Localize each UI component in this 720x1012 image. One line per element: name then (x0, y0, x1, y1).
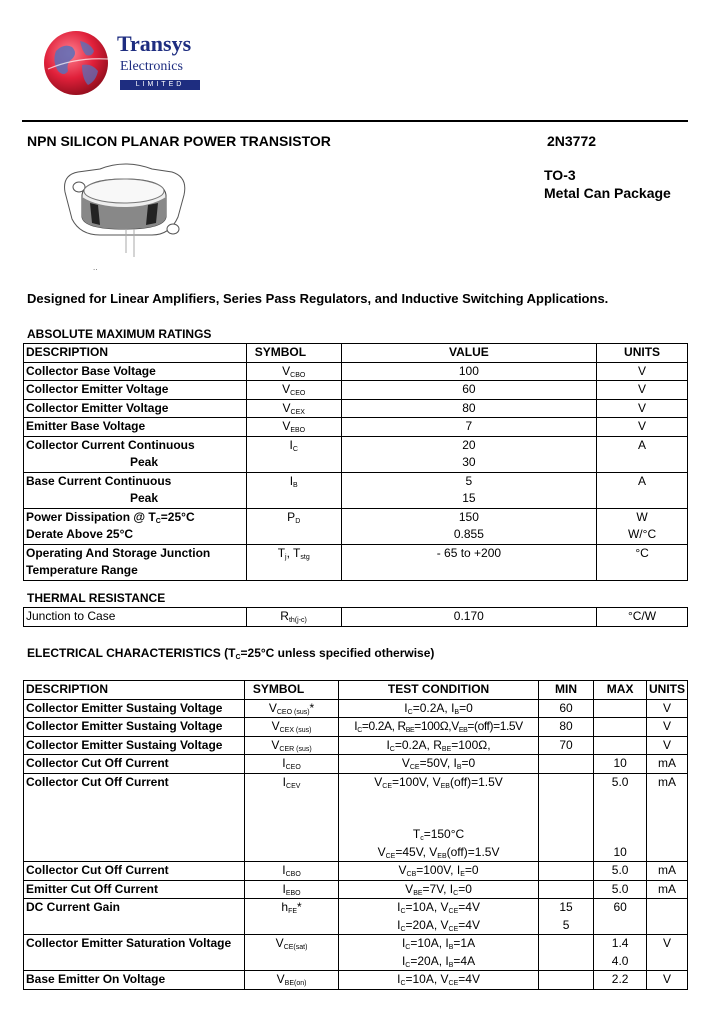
table-row (24, 381, 688, 400)
table-row (24, 399, 688, 418)
desc-cell: Collector Emitter Sustaing Voltage (24, 736, 245, 755)
svg-text:..: .. (93, 263, 98, 272)
condition-cell: $V_{CE}=100V$, $V_{EB}(off)=1.5V$ $T_c=150^\circ C$ $V_{CE}=45V$, $V_{EB}(off)=1.5V$ (339, 773, 539, 862)
unit-cell: V (646, 699, 687, 718)
symbol-cell: $I_{CEV}$ (244, 773, 338, 862)
table-row (24, 362, 688, 381)
page-title: NPN SILICON PLANAR POWER TRANSISTOR (27, 133, 331, 149)
company-sub: Electronics (120, 59, 183, 74)
value-cell: - 65 to +200 (341, 544, 596, 580)
min-cell: 70 (538, 736, 594, 755)
col-header: UNITS (646, 681, 687, 700)
condition-cell: $V_{CB}=100V$, $I_E=0$ (339, 862, 539, 881)
symbol-cell: $I_{CBO}$ (244, 862, 338, 881)
abs-max-heading: ABSOLUTE MAXIMUM RATINGS (27, 327, 212, 341)
table-header-row (24, 344, 688, 363)
unit-cell: mA (646, 773, 687, 862)
desc-cell: DC Current Gain (24, 899, 245, 935)
table-row (24, 935, 688, 971)
table-row (24, 736, 688, 755)
table-row (24, 773, 688, 862)
table-row (24, 472, 688, 508)
max-cell: 10 (594, 755, 647, 774)
symbol-cell: $I_{EBO}$ (244, 880, 338, 899)
company-name: Transys (117, 31, 192, 56)
min-cell: 15 5 (538, 899, 594, 935)
unit-cell: mA (646, 755, 687, 774)
value-cell: 150 0.855 (341, 508, 596, 544)
company-logo (42, 29, 212, 99)
unit-cell: °C/W (597, 608, 688, 627)
min-cell (538, 935, 594, 971)
package-desc: Metal Can Package (544, 185, 671, 201)
min-cell: 60 (538, 699, 594, 718)
unit-cell: V (597, 418, 688, 437)
value-cell: 60 (341, 381, 596, 400)
desc-cell: Emitter Base Voltage (24, 418, 247, 437)
desc-cell: Base Emitter On Voltage (24, 971, 245, 990)
symbol-cell: $R_{th(j-c)}$ (246, 608, 341, 627)
header-rule (22, 120, 688, 122)
value-cell: 20 30 (341, 436, 596, 472)
symbol-cell: $V_{BE(on)}$ (244, 971, 338, 990)
table-row (24, 899, 688, 935)
desc-cell: Collector Emitter Voltage (24, 381, 247, 400)
value-cell: 7 (341, 418, 596, 437)
max-cell: 5.0 (594, 862, 647, 881)
desc-cell: Collector Current Continuous Peak (24, 436, 247, 472)
table-row (24, 971, 688, 990)
thermal-heading: THERMAL RESISTANCE (27, 591, 166, 605)
value-cell: 0.170 (341, 608, 597, 627)
symbol-cell: $V_{CE(sat)}$ (244, 935, 338, 971)
symbol-cell: $h_{FE}*$ (244, 899, 338, 935)
max-cell: 2.2 (594, 971, 647, 990)
to3-package-illustration (60, 157, 190, 272)
abs-max-table (23, 343, 688, 581)
max-cell (594, 699, 647, 718)
condition-cell: $I_C=0.2A$, $R_{BE}=100\Omega,V_{EB}=(off)=1.5V$ (339, 718, 539, 737)
table-row (24, 544, 688, 580)
col-header: SYMBOL (246, 344, 341, 363)
max-cell: 1.4 4.0 (594, 935, 647, 971)
value-cell: 80 (341, 399, 596, 418)
desc-cell: Collector Cut Off Current (24, 773, 245, 862)
min-cell (538, 880, 594, 899)
desc-cell: Collector Emitter Sustaing Voltage (24, 699, 245, 718)
min-cell (538, 971, 594, 990)
desc-cell: Operating And Storage Junction Temperature Range (24, 544, 247, 580)
unit-cell (646, 899, 687, 935)
max-cell: 5.0 (594, 880, 647, 899)
unit-cell: V (646, 935, 687, 971)
col-header: UNITS (597, 344, 688, 363)
table-row (24, 880, 688, 899)
symbol-cell: $V_{CER (sus)}$ (244, 736, 338, 755)
unit-cell: V (646, 736, 687, 755)
max-cell: 60 (594, 899, 647, 935)
unit-cell: V (597, 362, 688, 381)
table-row (24, 718, 688, 737)
max-cell (594, 718, 647, 737)
symbol-cell: $V_{EBO}$ (246, 418, 341, 437)
unit-cell: V (597, 399, 688, 418)
unit-cell: mA (646, 880, 687, 899)
desc-cell: Collector Cut Off Current (24, 755, 245, 774)
table-header-row (24, 681, 688, 700)
symbol-cell: $I_B$ (246, 472, 341, 508)
part-number: 2N3772 (547, 133, 597, 149)
company-tag: LIMITED (120, 80, 200, 90)
elec-table (23, 680, 688, 990)
col-header: DESCRIPTION (24, 344, 247, 363)
desc-cell: Emitter Cut Off Current (24, 880, 245, 899)
application-description: Designed for Linear Amplifiers, Series Pass Regulators, and Inductive Switching Applications. (27, 291, 609, 306)
condition-cell: $V_{CE}=50V$, $I_B=0$ (339, 755, 539, 774)
unit-cell: A (597, 436, 688, 472)
symbol-cell: $V_{CEX}$ (246, 399, 341, 418)
table-row (24, 418, 688, 437)
desc-cell: Junction to Case (24, 608, 247, 627)
elec-heading: ELECTRICAL CHARACTERISTICS ($T_C=25^\circ C$ unless specified otherwise) (27, 646, 435, 661)
package-type: TO-3 (544, 167, 576, 183)
unit-cell: V (646, 718, 687, 737)
desc-cell: Collector Base Voltage (24, 362, 247, 381)
desc-cell: Collector Emitter Sustaing Voltage (24, 718, 245, 737)
table-row (24, 508, 688, 544)
desc-cell: Base Current Continuous Peak (24, 472, 247, 508)
symbol-cell: $T_j$, $T_{stg}$ (246, 544, 341, 580)
table-row (24, 699, 688, 718)
thermal-table (23, 607, 688, 627)
symbol-cell: $V_{CEO (sus)}*$ (244, 699, 338, 718)
col-header: DESCRIPTION (24, 681, 245, 700)
unit-cell: V (646, 971, 687, 990)
min-cell: 80 (538, 718, 594, 737)
unit-cell: mA (646, 862, 687, 881)
col-header: MIN (538, 681, 594, 700)
min-cell (538, 755, 594, 774)
max-cell (594, 736, 647, 755)
symbol-cell: $P_D$ (246, 508, 341, 544)
col-header: VALUE (341, 344, 596, 363)
desc-cell: Collector Emitter Voltage (24, 399, 247, 418)
col-header: SYMBOL (244, 681, 338, 700)
symbol-cell: $V_{CEO}$ (246, 381, 341, 400)
value-cell: 5 15 (341, 472, 596, 508)
table-row (24, 755, 688, 774)
col-header: TEST CONDITION (339, 681, 539, 700)
unit-cell: V (597, 381, 688, 400)
condition-cell: $I_C=10A$, $V_{CE}=4V$ (339, 971, 539, 990)
globe-logo-icon (42, 29, 110, 97)
symbol-cell: $I_C$ (246, 436, 341, 472)
unit-cell: A (597, 472, 688, 508)
condition-cell: $I_C=10A$, $I_B=1A$ $I_C=20A$, $I_B=4A$ (339, 935, 539, 971)
desc-cell: Power Dissipation @ $T_C=25^\circ C$ Derate Above 25°C (24, 508, 247, 544)
table-row (24, 862, 688, 881)
table-row (24, 436, 688, 472)
symbol-cell: $V_{CBO}$ (246, 362, 341, 381)
table-row (24, 608, 688, 627)
value-cell: 100 (341, 362, 596, 381)
desc-cell: Collector Emitter Saturation Voltage (24, 935, 245, 971)
min-cell (538, 773, 594, 862)
condition-cell: $I_C=10A$, $V_{CE}=4V$ $I_C=20A$, $V_{CE}=4V$ (339, 899, 539, 935)
max-cell: 5.0 10 (594, 773, 647, 862)
condition-cell: $I_C=0.2A$, $I_B=0$ (339, 699, 539, 718)
symbol-cell: $I_{CEO}$ (244, 755, 338, 774)
unit-cell: W W/°C (597, 508, 688, 544)
condition-cell: $I_C=0.2A$, $R_{BE}=100\Omega$, (339, 736, 539, 755)
condition-cell: $V_{BE}=7V$, $I_C=0$ (339, 880, 539, 899)
desc-cell: Collector Cut Off Current (24, 862, 245, 881)
min-cell (538, 862, 594, 881)
col-header: MAX (594, 681, 647, 700)
unit-cell: °C (597, 544, 688, 580)
symbol-cell: $V_{CEX (sus)}$ (244, 718, 338, 737)
